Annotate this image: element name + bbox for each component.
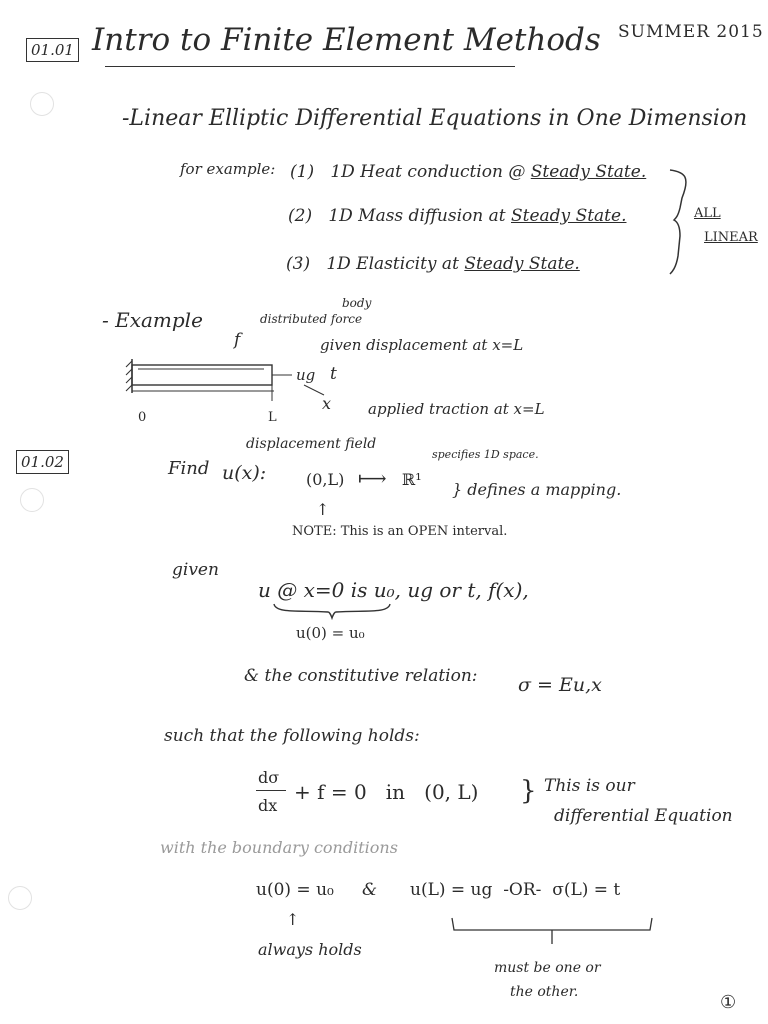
displacement-field-label: displacement field [246,436,377,452]
page-title: Intro to Finite Element Methods [92,22,601,58]
example-label: - Example [102,308,203,332]
holds-line: such that the following holds: [164,726,420,746]
example-num: (1) [290,162,315,182]
must-note-1: must be one or [494,960,601,976]
binder-hole [8,886,32,910]
constitutive-label: & the constitutive relation: [244,666,478,686]
zero-label: 0 [138,410,147,425]
ug-label: ug [296,366,316,384]
sigma-relation: σ = Eu,x [518,674,602,696]
bracket-note-all: ALL [694,206,721,221]
bc-right: u(L) = ug -OR- σ(L) = t [410,880,621,900]
equation-note-2: differential Equation [554,806,733,826]
bc-left: u(0) = u₀ [256,880,334,900]
u0-condition: u(0) = u₀ [296,624,365,642]
L-label: L [268,410,277,425]
given-label: given [172,560,219,580]
topic-heading: -Linear Elliptic Differential Equations in One Dimension [122,106,748,131]
given-displacement-label: given displacement at x=L [320,336,524,354]
bc-bracket [450,916,655,946]
body-label: body [342,296,372,310]
example-underlined: Steady State. [464,254,580,274]
bc-amp: & [362,880,378,900]
section-tag-0102: 01.02 [16,450,69,474]
given-line: u @ x=0 is u₀, ug or t, f(x), [258,578,529,602]
term-label: SUMMER 2015 [618,22,764,42]
equation-note-1: This is our [544,776,635,796]
example-text: 1D Elasticity at [326,254,459,274]
bracket-note-linear: LINEAR [704,230,758,245]
domain: (0,L) [306,470,345,489]
examples-bracket [668,168,698,278]
diff-equation: + f = 0 in (0, L) [294,780,479,804]
page-number: ① [720,992,737,1013]
t-label: t [330,364,337,384]
mapping-note: } defines a mapping. [452,480,622,499]
dsigma: dσ [258,768,280,787]
example-text: 1D Mass diffusion at [328,206,506,226]
title-underline [105,66,515,67]
bar-diagram [124,355,354,415]
example-text: 1D Heat conduction @ [330,162,526,182]
up-arrow: ↑ [316,500,330,519]
example-item-3 [286,254,580,274]
force-label: distributed force [260,312,363,326]
space-note: specifies 1D space. [432,448,539,461]
example-underlined: Steady State. [511,206,627,226]
x-label: x [322,394,332,413]
binder-hole [20,488,44,512]
example-underlined: Steady State. [530,162,647,182]
examples-lead: for example: [180,160,276,178]
always-holds: always holds [258,940,362,959]
binder-hole [30,92,54,116]
always-arrow: ↑ [286,910,300,929]
traction-label: applied traction at x=L [368,400,545,418]
u-of-x: u(x): [222,462,267,484]
open-interval-note: NOTE: This is an OPEN interval. [292,524,508,539]
example-item-2 [288,206,626,226]
f-label: f [234,330,241,350]
dx: dx [258,796,278,815]
r1-label: ℝ¹ [402,470,422,489]
section-tag-0101: 01.01 [26,38,79,62]
given-brace [272,602,392,620]
fraction-bar [256,790,286,791]
example-num: (2) [288,206,313,226]
equation-brace: } [520,776,537,806]
example-item-1 [290,162,646,182]
find-label: Find [168,458,210,479]
must-note-2: the other. [510,984,579,1000]
maps-to-arrow: ⟼ [358,466,387,490]
bc-line: with the boundary conditions [160,838,398,857]
example-num: (3) [286,254,311,274]
